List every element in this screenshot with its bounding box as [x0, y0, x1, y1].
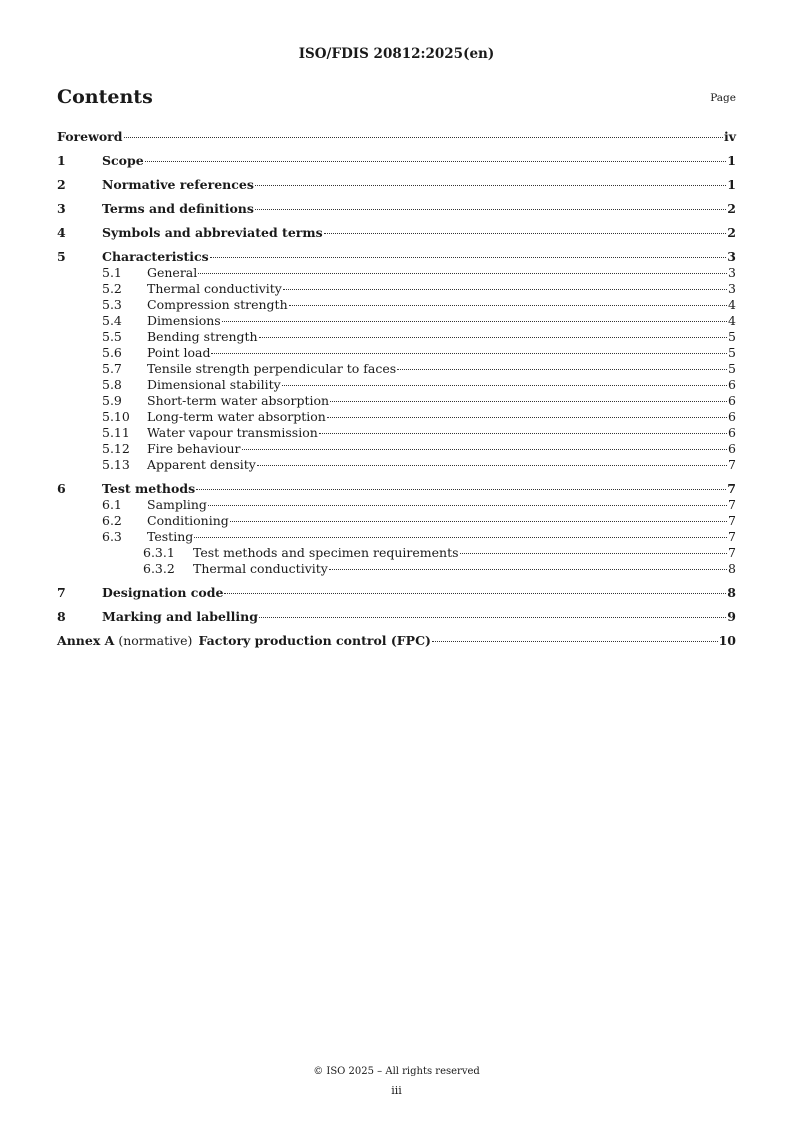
toc-page: 2: [727, 225, 736, 240]
toc-entry-5-12[interactable]: [57, 441, 736, 457]
toc-number: 6.2: [102, 513, 122, 528]
toc-entry-3[interactable]: [57, 201, 736, 217]
toc-entry-5-5[interactable]: [57, 329, 736, 345]
toc-number: 5.8: [102, 377, 122, 392]
dot-leader: [211, 353, 727, 354]
toc-entry-5-6[interactable]: [57, 345, 736, 361]
toc-entry-5-10[interactable]: [57, 409, 736, 425]
toc-number: 1: [57, 153, 66, 168]
dot-leader: [327, 417, 727, 418]
toc-entry-8[interactable]: [57, 609, 736, 625]
toc-entry-5-13[interactable]: [57, 457, 736, 473]
toc-page: 3: [727, 249, 736, 264]
toc-page: 4: [728, 313, 736, 328]
toc-title: Designation code: [102, 585, 224, 600]
toc-title: Compression strength: [147, 297, 288, 312]
dot-leader: [259, 617, 726, 618]
toc-entry-5-9[interactable]: [57, 393, 736, 409]
dot-leader: [222, 321, 727, 322]
toc-page: 8: [728, 561, 736, 576]
toc-page: 6: [728, 441, 736, 456]
toc-number: 5.10: [102, 409, 130, 424]
toc-number: 8: [57, 609, 66, 624]
toc-title: Apparent density: [147, 457, 256, 472]
dot-leader: [242, 449, 728, 450]
dot-leader: [224, 593, 726, 594]
toc-number: 5.11: [102, 425, 130, 440]
dot-leader: [432, 641, 718, 642]
toc-entry-5[interactable]: [57, 249, 736, 265]
toc-entry-annex-a[interactable]: [57, 633, 736, 649]
toc-entry-5-8[interactable]: [57, 377, 736, 393]
dot-leader: [255, 185, 726, 186]
toc-page: 4: [728, 297, 736, 312]
toc-number: 6.3.1: [143, 545, 175, 560]
toc-title: Test methods: [102, 481, 196, 496]
toc-page: 7: [728, 545, 736, 560]
toc-page: 7: [727, 481, 736, 496]
toc-title: General: [147, 265, 198, 280]
toc-title: Characteristics: [102, 249, 209, 264]
toc-page: 5: [728, 329, 736, 344]
toc-entry-6-1[interactable]: [57, 497, 736, 513]
toc-title: Thermal conductivity: [147, 281, 282, 296]
dot-leader: [460, 553, 728, 554]
toc-title: Dimensional stability: [147, 377, 281, 392]
toc-title: Dimensions: [147, 313, 221, 328]
dot-leader: [257, 465, 727, 466]
toc-page: 5: [728, 361, 736, 376]
dot-leader: [324, 233, 727, 234]
toc-page: 5: [728, 345, 736, 360]
toc-entry-5-2[interactable]: [57, 281, 736, 297]
toc-title: Long-term water absorption: [147, 409, 326, 424]
toc-number: 2: [57, 177, 66, 192]
toc-number: 4: [57, 225, 66, 240]
toc-title: Normative references: [102, 177, 254, 192]
toc-title: Sampling: [147, 497, 207, 512]
toc-title: Terms and definitions: [102, 201, 254, 216]
dot-leader: [289, 305, 727, 306]
toc-number: 3: [57, 201, 66, 216]
table-of-contents: [57, 129, 736, 649]
toc-title: Fire behaviour: [147, 441, 241, 456]
page-number: iii: [391, 1084, 402, 1097]
toc-entry-5-3[interactable]: [57, 297, 736, 313]
toc-number: 5.3: [102, 297, 122, 312]
toc-page: 9: [727, 609, 736, 624]
toc-title: Test methods and specimen requirements: [193, 545, 459, 560]
toc-page: 2: [727, 201, 736, 216]
toc-title: Factory production control (FPC): [198, 633, 431, 648]
dot-leader: [255, 209, 726, 210]
toc-number: 5.4: [102, 313, 122, 328]
toc-page: 6: [728, 377, 736, 392]
dot-leader: [282, 385, 727, 386]
toc-entry-5-7[interactable]: [57, 361, 736, 377]
toc-number: 5: [57, 249, 66, 264]
copyright-notice: © ISO 2025 – All rights reserved: [313, 1066, 480, 1077]
dot-leader: [198, 273, 727, 274]
toc-page: 6: [728, 425, 736, 440]
toc-entry-foreword[interactable]: [57, 129, 736, 145]
toc-page: 8: [727, 585, 736, 600]
toc-page: 1: [727, 153, 736, 168]
toc-number: 5.9: [102, 393, 122, 408]
toc-page: 6: [728, 393, 736, 408]
toc-number: 7: [57, 585, 66, 600]
dot-leader: [329, 569, 727, 570]
dot-leader: [145, 161, 727, 162]
toc-entry-6-3-1[interactable]: [57, 545, 736, 561]
toc-page: 7: [728, 529, 736, 544]
toc-title: Bending strength: [147, 329, 258, 344]
toc-page: 3: [728, 265, 736, 280]
document-id: ISO/FDIS 20812:2025(en): [298, 46, 495, 62]
toc-number: 5.5: [102, 329, 122, 344]
toc-number: 5.2: [102, 281, 122, 296]
toc-page: 7: [728, 497, 736, 512]
toc-number: 5.7: [102, 361, 122, 376]
toc-entry-5-11[interactable]: [57, 425, 736, 441]
dot-leader: [210, 257, 727, 258]
toc-title: Tensile strength perpendicular to faces: [147, 361, 397, 376]
toc-entry-4[interactable]: [57, 225, 736, 241]
dot-leader: [194, 537, 727, 538]
toc-entry-1[interactable]: [57, 153, 736, 169]
dot-leader: [397, 369, 727, 370]
dot-leader: [259, 337, 727, 338]
toc-number: 5.12: [102, 441, 130, 456]
toc-entry-5-4[interactable]: [57, 313, 736, 329]
toc-title: Conditioning: [147, 513, 229, 528]
toc-page: 10: [718, 633, 736, 648]
dot-leader: [283, 289, 727, 290]
toc-page: 7: [728, 457, 736, 472]
annex-label: Annex A: [57, 633, 115, 648]
contents-title: Contents: [57, 86, 153, 108]
toc-entry-7[interactable]: [57, 585, 736, 601]
toc-page: iv: [723, 129, 736, 144]
toc-number: 6.3: [102, 529, 122, 544]
dot-leader: [208, 505, 727, 506]
toc-title: Foreword: [57, 129, 123, 144]
dot-leader: [196, 489, 726, 490]
dot-leader: [319, 433, 727, 434]
toc-title: Point load: [147, 345, 211, 360]
toc-title: Scope: [102, 153, 144, 168]
toc-title: Testing: [147, 529, 194, 544]
dot-leader: [230, 521, 727, 522]
toc-number: 6.1: [102, 497, 122, 512]
toc-title: Thermal conductivity: [193, 561, 328, 576]
toc-title: Marking and labelling: [102, 609, 259, 624]
toc-title: Short-term water absorption: [147, 393, 330, 408]
dot-leader: [124, 137, 723, 138]
dot-leader: [330, 401, 727, 402]
toc-page: 1: [727, 177, 736, 192]
toc-page: 7: [728, 513, 736, 528]
annex-kind: (normative): [118, 633, 193, 648]
toc-number: 5.1: [102, 265, 122, 280]
toc-title: Symbols and abbreviated terms: [102, 225, 323, 240]
toc-number: 5.13: [102, 457, 130, 472]
toc-page: 6: [728, 409, 736, 424]
toc-number: 6: [57, 481, 66, 496]
toc-entry-2[interactable]: [57, 177, 736, 193]
toc-entry-6-3-2[interactable]: [57, 561, 736, 577]
toc-entry-6[interactable]: [57, 481, 736, 497]
toc-number: 5.6: [102, 345, 122, 360]
toc-entry-6-3[interactable]: [57, 529, 736, 545]
toc-number: 6.3.2: [143, 561, 175, 576]
toc-page: 3: [728, 281, 736, 296]
toc-title: Water vapour transmission: [147, 425, 318, 440]
toc-entry-6-2[interactable]: [57, 513, 736, 529]
page-column-label: Page: [710, 92, 736, 104]
toc-entry-5-1[interactable]: [57, 265, 736, 281]
